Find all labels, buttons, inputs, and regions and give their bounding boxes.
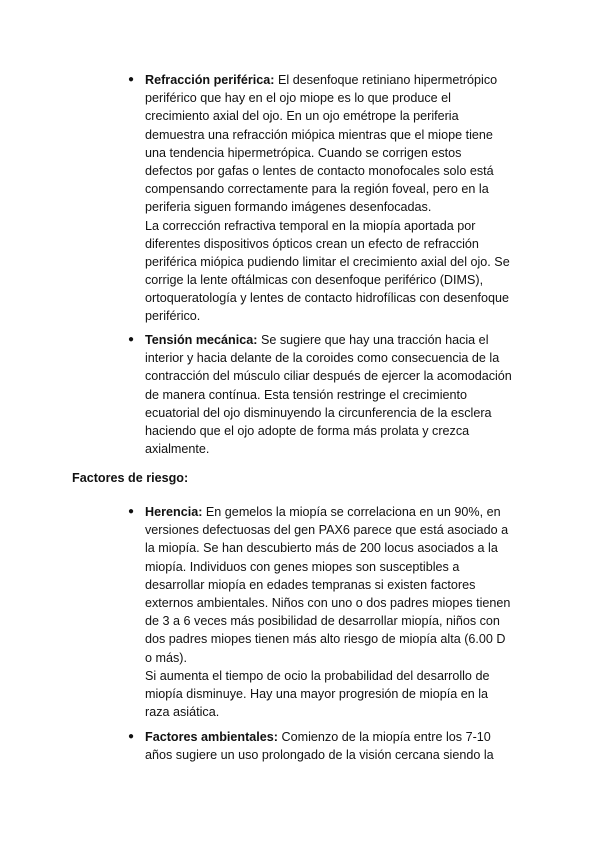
bullet-icon: ●: [128, 731, 135, 742]
text-line: corrige la lente oftálmicas con desenfoque periférico (DIMS),: [145, 273, 484, 288]
text-line: defectos por gafas o lentes de contacto monofocales solo está: [145, 163, 494, 178]
item-label: Tensión mecánica:: [145, 333, 258, 347]
text-line: raza asiática.: [145, 705, 220, 720]
text-line: Si aumenta el tiempo de ocio la probabilidad del desarrollo de: [145, 668, 490, 683]
text-line: axialmente.: [145, 442, 210, 457]
text-line: [145, 728, 535, 746]
text-line: periférica miópica pudiendo limitar el crecimiento axial del ojo. Se: [145, 254, 510, 269]
section-heading-factores-de-riesgo: Factores de riesgo:: [72, 471, 189, 485]
bullet-item-refraccion-periferica: [128, 71, 535, 326]
text-line: años sugiere un uso prolongado de la visión cercana siendo la: [145, 748, 494, 763]
text-line: demuestra una refracción miópica mientras que el miope tiene: [145, 127, 493, 142]
text-line: interior y hacia delante de la coroides como consecuencia de la: [145, 351, 500, 366]
text-line: [145, 503, 535, 521]
text-segment: Se sugiere que hay una tracción hacia el: [257, 333, 489, 347]
bullet-icon: ●: [128, 506, 135, 517]
bullet-icon: ●: [128, 334, 135, 345]
text-line: externos ambientales. Niños con uno o dos padres miopes tienen: [145, 595, 511, 610]
text-line: periferia siguen formando imágenes desenfocadas.: [145, 200, 432, 215]
text-line: miopía. Individuos con genes miopes son susceptibles a: [145, 559, 460, 574]
text-line: periférico.: [145, 309, 201, 324]
text-segment: Comienzo de la miopía entre los 7-10: [278, 730, 491, 744]
text-line: desarrollar miopía en edades tempranas si existen factores: [145, 577, 476, 592]
text-line: crecimiento axial del ojo. En un ojo emétrope la periferia: [145, 109, 459, 124]
text-segment: El desenfoque retiniano hipermetrópico: [274, 73, 498, 87]
text-line: de manera contínua. Esta tensión restringe el crecimiento: [145, 387, 468, 402]
text-line: la miopía. Se han descubierto más de 200 locus asociados a la: [145, 541, 498, 556]
bullet-icon: ●: [128, 74, 135, 85]
text-line: ecuatorial del ojo disminuyendo la circunferencia de la esclera: [145, 405, 492, 420]
item-label: Factores ambientales:: [145, 730, 278, 744]
text-line: ortoqueratología y lentes de contacto hidrofílicas con desenfoque: [145, 291, 510, 306]
text-line: versiones defectuosas del gen PAX6 parece que está asociado a: [145, 523, 509, 538]
text-line: miopía disminuye. Hay una mayor progresión de miopía en la: [145, 686, 489, 701]
item-label: Herencia:: [145, 505, 203, 519]
text-segment: En gemelos la miopía se correlaciona en un 90%, en: [202, 505, 501, 519]
text-line: La corrección refractiva temporal en la miopía aportada por: [145, 218, 476, 233]
text-line: compensando correctamente para la región foveal, pero en la: [145, 182, 489, 197]
text-line: [145, 71, 535, 89]
bullet-item-herencia: [128, 503, 535, 721]
text-line: dos padres miopes tienen más alto riesgo de miopía alta (6.00 D: [145, 632, 506, 647]
text-line: haciendo que el ojo adopte de forma más prolata y crezca: [145, 423, 470, 438]
text-line: periférico que hay en el ojo miope es lo que produce el: [145, 91, 451, 106]
text-line: contracción del músculo ciliar después de ejercer la acomodación: [145, 369, 512, 384]
text-line: una tendencia hipermetrópica. Cuando se corrigen estos: [145, 145, 462, 160]
item-label: Refracción periférica:: [145, 73, 275, 87]
bullet-item-factores-ambientales: [128, 728, 535, 764]
text-line: diferentes dispositivos ópticos crean un efecto de refracción: [145, 236, 479, 251]
text-line: de 3 a 6 veces más posibilidad de desarrollar miopía, niños con: [145, 614, 500, 629]
text-line: [145, 331, 535, 349]
text-line: o más).: [145, 650, 187, 665]
bullet-item-tension-mecanica: [128, 331, 535, 458]
